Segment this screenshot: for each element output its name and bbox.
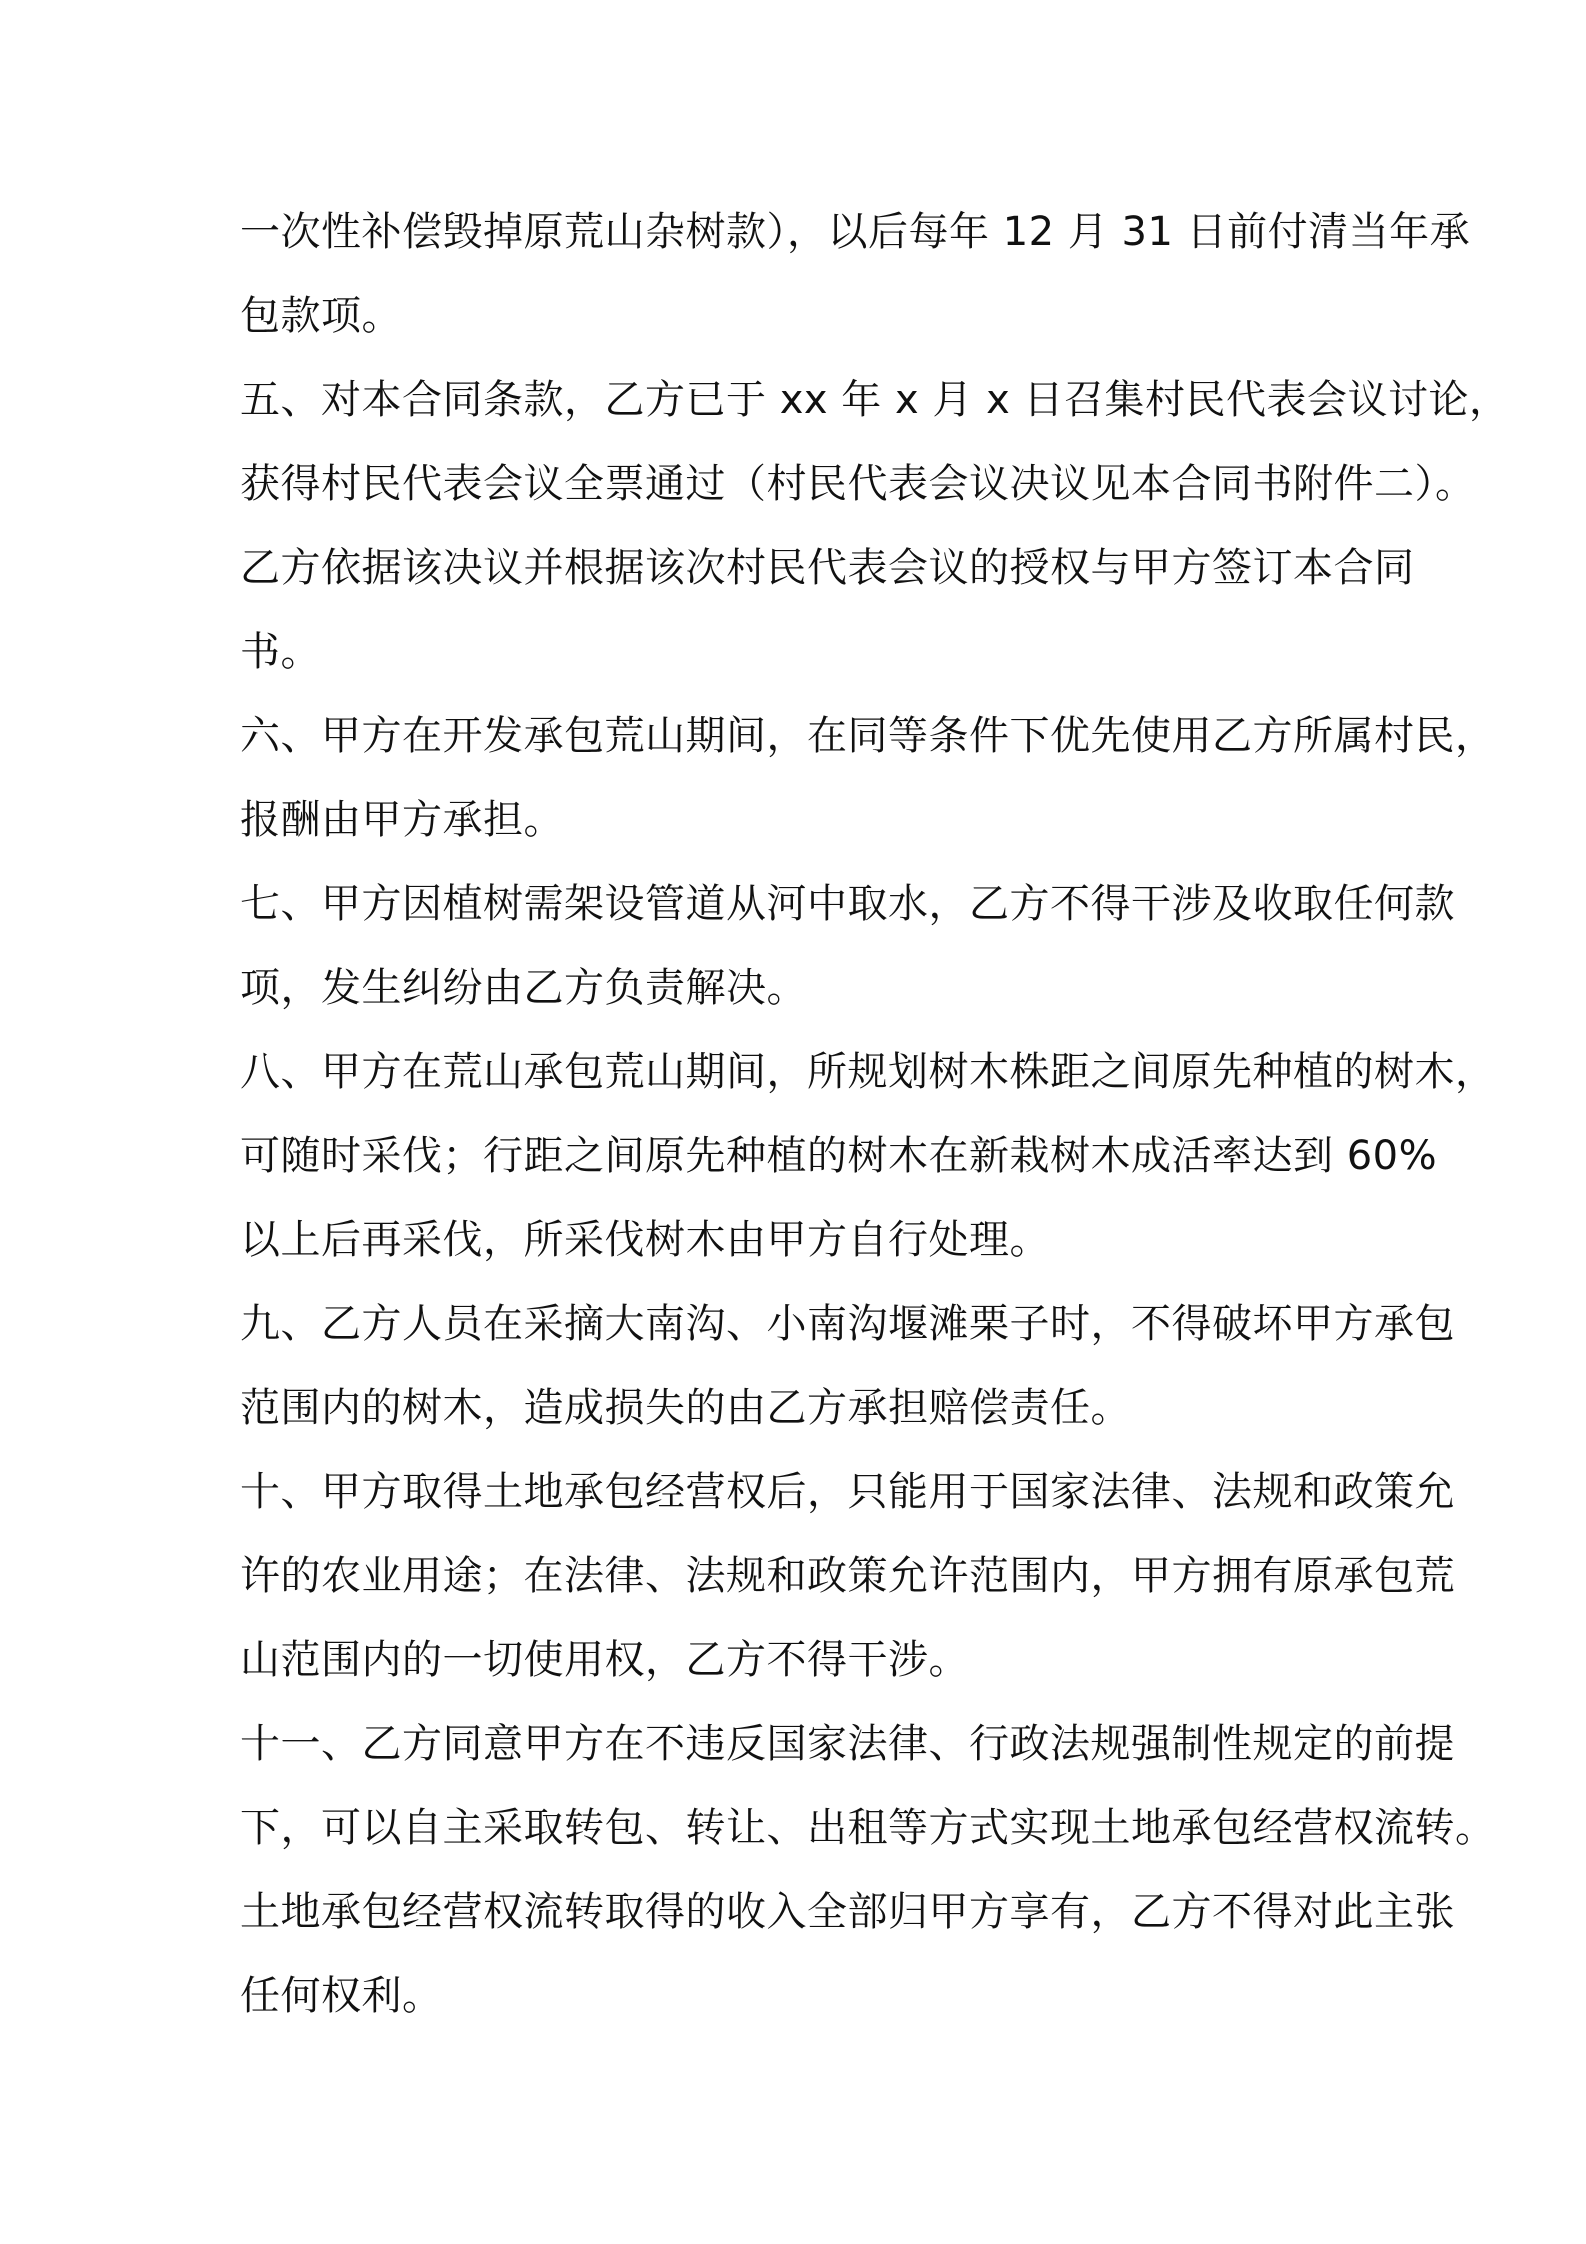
- text-line: 五、对本合同条款，乙方已于 xx 年 x 月 x 日召集村民代表会议讨论，: [240, 377, 1510, 423]
- text-line: 土地承包经营权流转取得的收入全部归甲方享有，乙方不得对此主张: [240, 1889, 1455, 1935]
- text-line: 任何权利。: [240, 1973, 443, 2019]
- text-line: 乙方依据该决议并根据该次村民代表会议的授权与甲方签订本合同: [240, 545, 1415, 591]
- text-line: 六、甲方在开发承包荒山期间，在同等条件下优先使用乙方所属村民，: [240, 713, 1496, 759]
- text-line: 山范围内的一切使用权，乙方不得干涉。: [240, 1637, 969, 1683]
- text-line: 书。: [240, 629, 321, 675]
- text-line: 可随时采伐；行距之间原先种植的树木在新栽树木成活率达到 60%: [240, 1133, 1438, 1179]
- text-line: 十一、乙方同意甲方在不违反国家法律、行政法规强制性规定的前提: [240, 1721, 1455, 1767]
- text-line: 获得村民代表会议全票通过（村民代表会议决议见本合同书附件二）。: [240, 461, 1476, 507]
- text-line: 以上后再采伐，所采伐树木由甲方自行处理。: [240, 1217, 1050, 1263]
- text-line: 八、甲方在荒山承包荒山期间，所规划树木株距之间原先种植的树木，: [240, 1049, 1496, 1095]
- text-line: 一次性补偿毁掉原荒山杂树款），以后每年 12 月 31 日前付清当年承: [240, 209, 1471, 255]
- text-line: 包款项。: [240, 293, 402, 339]
- text-line: 范围内的树木，造成损失的由乙方承担赔偿责任。: [240, 1385, 1131, 1431]
- text-line: 九、乙方人员在采摘大南沟、小南沟堰滩栗子时，不得破坏甲方承包: [240, 1301, 1455, 1347]
- text-line: 下，可以自主采取转包、转让、出租等方式实现土地承包经营权流转。: [240, 1805, 1496, 1851]
- text-line: 七、甲方因植树需架设管道从河中取水，乙方不得干涉及收取任何款: [240, 881, 1455, 927]
- text-line: 项，发生纠纷由乙方负责解决。: [240, 965, 807, 1011]
- text-line: 十、甲方取得土地承包经营权后，只能用于国家法律、法规和政策允: [240, 1469, 1455, 1515]
- text-line: 许的农业用途；在法律、法规和政策允许范围内，甲方拥有原承包荒: [240, 1553, 1455, 1599]
- document-body: [240, 190, 1510, 2038]
- text-line: 报酬由甲方承担。: [240, 797, 564, 843]
